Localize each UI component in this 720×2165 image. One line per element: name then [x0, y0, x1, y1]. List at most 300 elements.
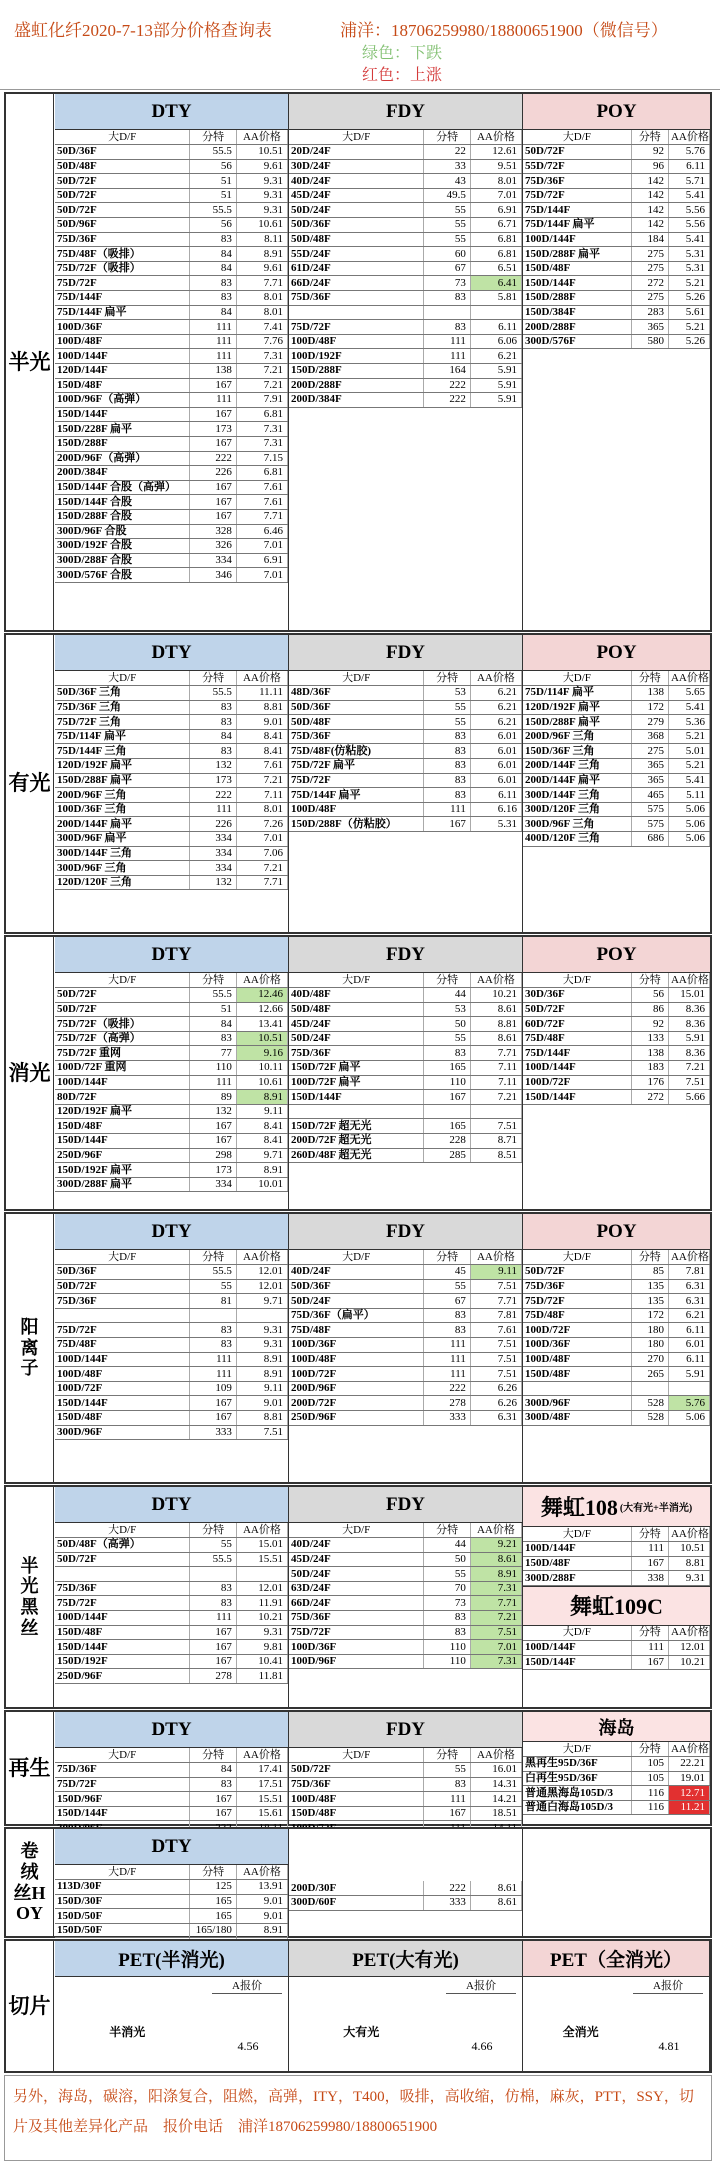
table-row — [289, 1777, 522, 1792]
price-cell: 9.31 — [236, 188, 287, 203]
count-cell: 83 — [190, 1581, 237, 1596]
price-table — [55, 671, 288, 890]
table-row — [289, 715, 522, 730]
spec-cell: 80D/72F — [55, 1090, 190, 1105]
spec-cell: 200D/96F（高弹） — [55, 451, 190, 466]
table-row — [55, 1163, 288, 1178]
count-cell: 272 — [631, 276, 668, 291]
count-cell: 83 — [190, 715, 237, 730]
table-row — [55, 1119, 288, 1134]
count-cell: 222 — [424, 378, 471, 393]
price-cell: 6.01 — [668, 1338, 709, 1353]
column-header-count: 分特 — [190, 973, 237, 988]
price-cell: 8.91 — [236, 1923, 287, 1938]
price-cell — [236, 1567, 287, 1582]
spec-cell: 75D/36F — [289, 1777, 424, 1792]
spec-cell: 30D/24F — [289, 159, 424, 174]
pet-grade: 全消光 — [562, 2025, 599, 2039]
count-cell: 167 — [190, 1625, 237, 1640]
price-cell: 5.56 — [668, 218, 709, 233]
dty-column — [55, 1829, 289, 1936]
count-cell: 84 — [190, 729, 237, 744]
table-row — [55, 422, 288, 437]
count-cell: 111 — [631, 1640, 668, 1655]
table-row — [289, 1538, 522, 1553]
table-row — [523, 261, 710, 276]
table-header-row — [55, 130, 288, 145]
spec-cell: 300D/96F 三角 — [523, 817, 631, 832]
column-header-price: AA价格 — [236, 671, 287, 686]
count-cell: 222 — [424, 1381, 471, 1396]
dty-title: DTY — [55, 1829, 288, 1865]
count-cell: 83 — [190, 291, 237, 306]
price-cell: 8.01 — [236, 291, 287, 306]
spec-cell: 75D/72F — [55, 1777, 190, 1792]
column-header-spec: 大D/F — [289, 130, 424, 145]
table-row — [55, 1061, 288, 1076]
count-cell: 55 — [424, 700, 471, 715]
count-cell: 83 — [424, 1046, 471, 1061]
price-cell: 8.61 — [470, 1552, 521, 1567]
spec-cell — [523, 1381, 631, 1396]
price-cell: 15.61 — [236, 1806, 287, 1821]
count-cell: 111 — [190, 802, 237, 817]
spec-cell: 75D/72F — [523, 1294, 631, 1309]
price-cell: 7.31 — [236, 349, 287, 364]
fdy-title: FDY — [289, 94, 522, 130]
spec-cell: 300D/96F 合股 — [55, 524, 190, 539]
legend-green: 绿色：下跌 — [362, 45, 443, 62]
count-cell: 83 — [190, 232, 237, 247]
spec-cell: 150D/50F — [55, 1909, 190, 1924]
table-row — [289, 1265, 522, 1280]
spec-cell: 400D/120F 三角 — [523, 832, 631, 847]
count-cell: 67 — [424, 1294, 471, 1309]
spec-cell: 100D/72F — [289, 1367, 424, 1382]
table-row — [289, 1119, 522, 1134]
count-cell: 465 — [631, 788, 668, 803]
price-cell: 8.91 — [236, 1163, 287, 1178]
price-cell: 9.31 — [236, 1323, 287, 1338]
table-row — [55, 203, 288, 218]
count-cell: 55 — [190, 1538, 237, 1553]
table-row — [289, 305, 522, 320]
spec-cell: 黑再生95D/36F — [523, 1757, 631, 1772]
spec-cell: 200D/144F 扁平 — [523, 773, 631, 788]
table-row — [289, 349, 522, 364]
count-cell: 83 — [424, 320, 471, 335]
count-cell: 165 — [190, 1909, 237, 1924]
spec-cell: 50D/72F — [523, 1002, 631, 1017]
count-cell: 109 — [190, 1381, 237, 1396]
table-row — [55, 1323, 288, 1338]
column-header-spec: 大D/F — [289, 1523, 424, 1538]
table-row — [55, 1909, 288, 1924]
count-cell: 132 — [190, 1104, 237, 1119]
spec-cell: 200D/30F — [289, 1881, 424, 1896]
count-cell — [424, 1104, 471, 1119]
spec-cell: 75D/72F — [55, 1596, 190, 1611]
count-cell: 44 — [424, 1538, 471, 1553]
table-row — [289, 1090, 522, 1105]
table-row — [523, 1294, 710, 1309]
count-cell: 222 — [190, 788, 237, 803]
price-cell: 7.81 — [470, 1308, 521, 1323]
price-cell: 11.81 — [236, 1669, 287, 1684]
spec-cell: 75D/144F 三角 — [55, 744, 190, 759]
count-cell: 173 — [190, 422, 237, 437]
table-header-row — [55, 1250, 288, 1265]
table-row — [523, 832, 710, 847]
table-row — [55, 145, 288, 160]
count-cell: 55.5 — [190, 686, 237, 701]
spec-cell: 200D/72F 超无光 — [289, 1134, 424, 1149]
spec-cell: 150D/48F — [523, 261, 631, 276]
table-row — [55, 1265, 288, 1280]
price-cell: 9.61 — [236, 159, 287, 174]
spec-cell: 50D/24F — [289, 203, 424, 218]
spec-cell: 200D/96F 三角 — [55, 788, 190, 803]
price-cell: 7.21 — [236, 364, 287, 379]
table-row — [289, 378, 522, 393]
table-row — [523, 1571, 710, 1586]
column-header-spec: 大D/F — [289, 1250, 424, 1265]
count-cell: 55 — [424, 1031, 471, 1046]
spec-cell: 300D/192F 合股 — [55, 539, 190, 554]
count-cell: 51 — [190, 174, 237, 189]
count-cell: 84 — [190, 247, 237, 262]
table-row — [523, 759, 710, 774]
table-header-row — [289, 1748, 522, 1763]
price-cell: 9.31 — [668, 1571, 709, 1586]
spec-cell: 50D/48F — [55, 159, 190, 174]
count-cell: 51 — [190, 188, 237, 203]
table-row — [55, 846, 288, 861]
price-cell: 7.31 — [470, 1581, 521, 1596]
count-cell: 33 — [424, 159, 471, 174]
price-cell: 9.01 — [236, 715, 287, 730]
column-header-spec: 大D/F — [55, 1523, 190, 1538]
price-cell: 9.11 — [470, 1265, 521, 1280]
column-header-count: 分特 — [190, 1748, 237, 1763]
count-cell: 365 — [631, 320, 668, 335]
spec-cell: 75D/48F — [55, 1338, 190, 1353]
table-row — [55, 1294, 288, 1309]
table-row — [289, 988, 522, 1003]
table-row — [523, 159, 710, 174]
table-row — [523, 1002, 710, 1017]
spec-cell: 100D/144F — [55, 1352, 190, 1367]
price-table — [289, 973, 522, 1163]
price-cell: 13.41 — [236, 1017, 287, 1032]
spec-cell: 50D/36F — [289, 218, 424, 233]
pet-column-2 — [523, 1941, 710, 2071]
spec-cell: 120D/120F 三角 — [55, 875, 190, 890]
spec-cell: 30D/36F — [523, 988, 631, 1003]
table-row — [55, 1031, 288, 1046]
count-cell: 55.5 — [190, 1265, 237, 1280]
column-header-count: 分特 — [631, 1626, 668, 1641]
table-row — [55, 1654, 288, 1669]
table-row — [289, 1567, 522, 1582]
count-cell: 176 — [631, 1075, 668, 1090]
table-row — [55, 1792, 288, 1807]
spec-cell — [55, 1567, 190, 1582]
count-cell: 228 — [424, 1134, 471, 1149]
price-cell: 7.61 — [470, 1323, 521, 1338]
spec-cell: 150D/144F — [55, 1396, 190, 1411]
count-cell: 278 — [190, 1669, 237, 1684]
price-cell: 6.11 — [668, 1323, 709, 1338]
column-header-price: AA价格 — [668, 973, 709, 988]
spec-cell: 300D/288F — [523, 1571, 631, 1586]
price-cell: 5.06 — [668, 832, 709, 847]
spec-cell: 66D/24F — [289, 276, 424, 291]
count-cell: 83 — [190, 1323, 237, 1338]
price-cell: 5.91 — [470, 364, 521, 379]
count-cell: 111 — [631, 1542, 668, 1557]
section-label: 切片 — [6, 1941, 54, 2071]
spec-cell: 120D/192F 扁平 — [55, 1104, 190, 1119]
table-row — [55, 1669, 288, 1684]
count-cell: 173 — [190, 1163, 237, 1178]
spec-cell: 150D/144F 合股 — [55, 495, 190, 510]
spec-cell: 40D/24F — [289, 1265, 424, 1280]
spec-cell: 300D/96F — [523, 1396, 631, 1411]
count-cell: 55 — [424, 1567, 471, 1582]
price-cell: 7.21 — [470, 1611, 521, 1626]
spec-cell: 100D/48F — [523, 1352, 631, 1367]
count-cell: 279 — [631, 715, 668, 730]
price-table — [289, 130, 522, 408]
price-cell: 15.01 — [236, 1538, 287, 1553]
count-cell: 73 — [424, 276, 471, 291]
column-header-price: AA价格 — [470, 130, 521, 145]
table-row — [523, 1396, 710, 1411]
price-cell: 6.16 — [470, 802, 521, 817]
spec-cell: 300D/96F 三角 — [55, 861, 190, 876]
count-cell: 272 — [631, 1090, 668, 1105]
pet-body — [55, 1977, 288, 2077]
count-cell: 111 — [424, 802, 471, 817]
price-cell: 9.01 — [236, 1894, 287, 1909]
table-row — [523, 988, 710, 1003]
count-cell: 116 — [631, 1800, 668, 1815]
column-header-spec: 大D/F — [289, 671, 424, 686]
section-label: 阳离子 — [6, 1214, 54, 1482]
price-cell: 14.31 — [470, 1777, 521, 1792]
count-cell: 275 — [631, 261, 668, 276]
spec-cell: 100D/48F — [55, 1367, 190, 1382]
count-cell: 165 — [424, 1061, 471, 1076]
spec-cell: 100D/144F — [55, 349, 190, 364]
spec-cell: 100D/144F — [523, 1640, 631, 1655]
table-row — [289, 1279, 522, 1294]
table-row — [289, 159, 522, 174]
price-cell: 11.21 — [668, 1800, 709, 1815]
dty-title: DTY — [55, 1214, 288, 1250]
footer-note: 另外，海岛，碳溶，阳涤复合，阻燃，高弹，ITY，T400，吸排，高收缩，仿棉，麻灰，PTT，SSY，切片及其他差异化产品 报价电话 浦洋18706259980/18800651900 — [4, 2075, 712, 2161]
price-cell: 9.31 — [236, 203, 287, 218]
spec-cell: 200D/144F 扁平 — [55, 817, 190, 832]
spec-cell: 75D/48F — [523, 1308, 631, 1323]
column-header-spec: 大D/F — [523, 1626, 631, 1641]
table-row — [55, 247, 288, 262]
price-cell: 7.71 — [470, 1596, 521, 1611]
section-label: 再生 — [6, 1712, 54, 1824]
column-header-spec: 大D/F — [523, 671, 631, 686]
section-label: 半光 — [6, 94, 54, 630]
brand-haidao: 海岛 — [523, 1712, 710, 1742]
table-row — [55, 495, 288, 510]
count-cell: 142 — [631, 203, 668, 218]
price-cell: 6.26 — [470, 1396, 521, 1411]
price-cell: 5.71 — [668, 174, 709, 189]
price-cell: 5.61 — [668, 305, 709, 320]
spec-cell: 75D/48F(仿粘胶) — [289, 744, 424, 759]
price-cell: 6.01 — [470, 773, 521, 788]
column-header-price: AA价格 — [236, 1523, 287, 1538]
spec-cell: 50D/48F — [289, 232, 424, 247]
count-cell: 142 — [631, 188, 668, 203]
price-cell: 10.21 — [236, 1611, 287, 1626]
table-row — [55, 451, 288, 466]
price-cell: 5.41 — [668, 188, 709, 203]
spec-cell: 150D/48F — [55, 378, 190, 393]
spec-cell: 100D/72F — [523, 1075, 631, 1090]
column-header-spec: 大D/F — [55, 1748, 190, 1763]
count-cell: 55.5 — [190, 145, 237, 160]
price-cell: 12.01 — [236, 1279, 287, 1294]
price-cell: 8.01 — [236, 305, 287, 320]
price-cell: 12.66 — [236, 1002, 287, 1017]
price-cell: 7.21 — [236, 378, 287, 393]
count-cell: 167 — [190, 1411, 237, 1426]
table-row — [289, 1308, 522, 1323]
poy-title: POY — [523, 937, 710, 973]
count-cell: 111 — [190, 1611, 237, 1626]
table-row — [289, 1134, 522, 1149]
price-cell: 8.01 — [470, 174, 521, 189]
pet-body — [289, 1977, 522, 2077]
spec-cell: 75D/36F — [523, 174, 631, 189]
spec-cell: 300D/96F 扁平 — [55, 832, 190, 847]
price-cell: 7.31 — [236, 436, 287, 451]
count-cell: 84 — [190, 1017, 237, 1032]
price-cell: 6.21 — [470, 715, 521, 730]
table-row — [289, 1046, 522, 1061]
spec-cell: 100D/72F — [55, 1381, 190, 1396]
spec-cell: 100D/36F — [55, 320, 190, 335]
table-row — [55, 1134, 288, 1149]
count-cell: 167 — [190, 1640, 237, 1655]
count-cell: 575 — [631, 802, 668, 817]
price-cell: 7.51 — [470, 1625, 521, 1640]
table-row — [523, 1075, 710, 1090]
table-header-row — [289, 130, 522, 145]
count-cell: 89 — [190, 1090, 237, 1105]
spec-cell: 75D/144F 扁平 — [289, 788, 424, 803]
spec-cell: 100D/36F 三角 — [55, 802, 190, 817]
table-header-row — [523, 130, 710, 145]
spec-cell: 50D/24F — [289, 1567, 424, 1582]
count-cell: 138 — [631, 686, 668, 701]
spec-cell: 50D/96F — [55, 218, 190, 233]
count-cell: 167 — [424, 1090, 471, 1105]
spec-cell: 150D/192F 扁平 — [55, 1163, 190, 1178]
count-cell: 333 — [424, 1411, 471, 1426]
column-header-price: AA价格 — [236, 973, 287, 988]
column-header-count: 分特 — [424, 973, 471, 988]
count-cell: 83 — [424, 759, 471, 774]
spec-cell: 75D/36F — [55, 1294, 190, 1309]
pet-title: PET（全消光） — [523, 1941, 709, 1977]
spec-cell: 300D/144F 三角 — [523, 788, 631, 803]
section-2 — [4, 935, 712, 1211]
spec-cell: 200D/96F — [289, 1381, 424, 1396]
price-cell: 5.06 — [668, 1411, 709, 1426]
fdy-title: FDY — [289, 1487, 522, 1523]
count-cell: 83 — [424, 788, 471, 803]
table-row — [289, 686, 522, 701]
price-cell: 6.31 — [470, 1411, 521, 1426]
count-cell: 334 — [190, 861, 237, 876]
price-cell: 9.01 — [236, 1909, 287, 1924]
column-header-price: AA价格 — [236, 1748, 287, 1763]
section-7 — [4, 1939, 712, 2073]
count-cell: 167 — [190, 407, 237, 422]
pet-grade: 大有光 — [343, 2025, 380, 2039]
table-row — [55, 364, 288, 379]
price-cell: 7.15 — [236, 451, 287, 466]
table-row — [289, 1411, 522, 1426]
price-cell: 10.61 — [236, 1075, 287, 1090]
spec-cell: 50D/24F — [289, 1031, 424, 1046]
count-cell: 167 — [190, 1119, 237, 1134]
count-cell — [190, 1567, 237, 1582]
table-row — [55, 393, 288, 408]
count-cell: 92 — [631, 1017, 668, 1032]
column-header-price: AA价格 — [236, 1250, 287, 1265]
pet-price: 4.66 — [471, 2039, 493, 2053]
table-row — [55, 832, 288, 847]
table-row — [289, 1806, 522, 1821]
count-cell: 84 — [190, 305, 237, 320]
spec-cell: 50D/72F — [55, 1552, 190, 1567]
price-cell: 7.31 — [470, 1654, 521, 1669]
spec-cell: 75D/36F — [55, 232, 190, 247]
column-header-count: 分特 — [190, 671, 237, 686]
count-cell: 56 — [190, 218, 237, 233]
spec-cell: 55D/24F — [289, 247, 424, 262]
spec-cell: 100D/144F — [523, 1542, 631, 1557]
count-cell: 81 — [190, 1294, 237, 1309]
price-cell: 19.01 — [668, 1771, 709, 1786]
table-row — [55, 1148, 288, 1163]
table-row — [55, 349, 288, 364]
price-table — [55, 1748, 288, 1836]
table-row — [55, 159, 288, 174]
price-cell: 8.11 — [236, 232, 287, 247]
table-row — [289, 1017, 522, 1032]
column-header-count: 分特 — [424, 130, 471, 145]
count-cell: 165 — [190, 1894, 237, 1909]
count-cell: 222 — [424, 1881, 471, 1896]
spec-cell: 75D/36F — [289, 1046, 424, 1061]
dty-title: DTY — [55, 937, 288, 973]
price-cell: 8.41 — [236, 729, 287, 744]
price-cell: 7.51 — [470, 1367, 521, 1382]
